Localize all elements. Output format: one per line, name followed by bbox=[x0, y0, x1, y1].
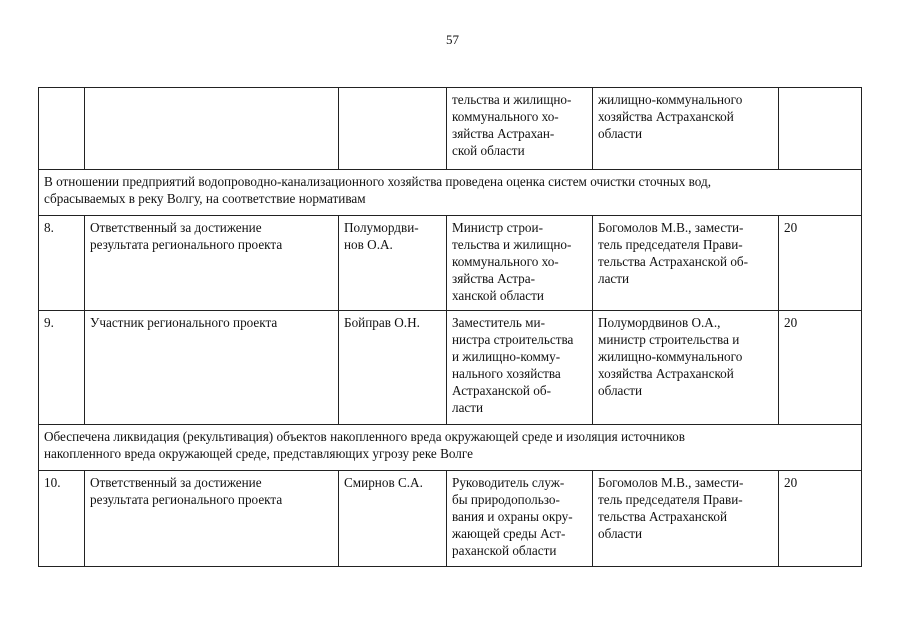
cell-supervisor: жилищно-коммунального хозяйства Астраханской области bbox=[593, 88, 779, 170]
cell-supervisor: Богомолов М.В., замести- тель председателя Прави- тельства Астраханской области bbox=[593, 471, 779, 567]
page-number: 57 bbox=[446, 32, 459, 47]
cell-number: 10. bbox=[39, 471, 85, 567]
cell-number: 8. bbox=[39, 216, 85, 311]
cell-role: Ответственный за достижение результата регионального проекта bbox=[85, 216, 339, 311]
cell-supervisor: Полумордвинов О.А., министр строительства и жилищно-коммунального хозяйства Астраханской области bbox=[593, 311, 779, 425]
cell-value: 20 bbox=[779, 471, 862, 567]
cell-value bbox=[779, 88, 862, 170]
cell-supervisor: Богомолов М.В., замести- тель председателя Прави- тельства Астраханской об- ласти bbox=[593, 216, 779, 311]
cell-name: Полумордви- нов О.А. bbox=[339, 216, 447, 311]
cell-name: Бойправ О.Н. bbox=[339, 311, 447, 425]
cell-number bbox=[39, 88, 85, 170]
section-heading-row bbox=[39, 425, 862, 471]
cell-name: Смирнов С.А. bbox=[339, 471, 447, 567]
section-heading: В отношении предприятий водопроводно-канализационного хозяйства проведена оценка систем очистки сточных вод, сбрасываемых в реку Волгу, на соответствие нормативам bbox=[39, 170, 862, 216]
cell-position: Руководитель служ- бы природопользо- вания и охраны окру- жающей среды Аст- раханской области bbox=[447, 471, 593, 567]
cell-number: 9. bbox=[39, 311, 85, 425]
table-row-continuation bbox=[39, 88, 862, 170]
table-row bbox=[39, 471, 862, 567]
cell-position: Министр строи- тельства и жилищно- коммунального хо- зяйства Астра- ханской области bbox=[447, 216, 593, 311]
cell-value: 20 bbox=[779, 216, 862, 311]
cell-position: Заместитель ми- нистра строительства и жилищно-комму- нального хозяйства Астраханской об- ласти bbox=[447, 311, 593, 425]
table-row bbox=[39, 216, 862, 311]
cell-role: Участник регионального проекта bbox=[85, 311, 339, 425]
project-roles-table bbox=[38, 87, 862, 567]
cell-name bbox=[339, 88, 447, 170]
section-heading-row bbox=[39, 170, 862, 216]
cell-role: Ответственный за достижение результата регионального проекта bbox=[85, 471, 339, 567]
cell-position: тельства и жилищно- коммунального хо- зяйства Астрахан- ской области bbox=[447, 88, 593, 170]
section-heading: Обеспечена ликвидация (рекультивация) объектов накопленного вреда окружающей среде и изоляция источников накопленного вреда окружающей среде, представляющих угрозу реке Волге bbox=[39, 425, 862, 471]
cell-value: 20 bbox=[779, 311, 862, 425]
table-row bbox=[39, 311, 862, 425]
cell-role bbox=[85, 88, 339, 170]
